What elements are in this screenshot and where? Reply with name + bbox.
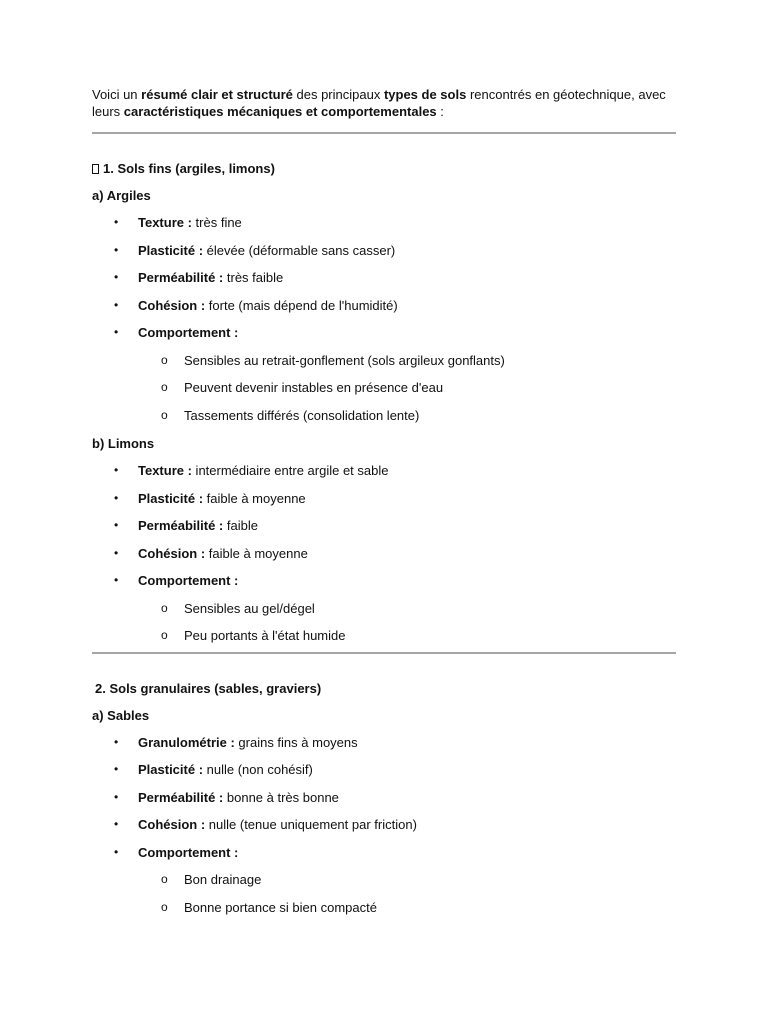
bullet-icon: • <box>114 463 119 477</box>
item-label: Texture : <box>138 463 192 478</box>
item-value: faible <box>223 518 258 533</box>
circle-bullet-icon: o <box>161 628 168 642</box>
item-label: Cohésion : <box>138 297 206 313</box>
item-label: Cohésion : <box>138 817 206 832</box>
sub-item-text: Bon drainage <box>184 872 262 887</box>
intro-text-2: des principaux <box>292 87 384 102</box>
section-2-title: 2. Sols granulaires (sables, graviers) <box>95 680 322 696</box>
item-label: Perméabilité : <box>138 518 224 533</box>
bullet-icon: • <box>114 297 119 312</box>
circle-bullet-icon: o <box>161 899 168 914</box>
bullet-icon: • <box>114 573 119 587</box>
item-label: Perméabilité : <box>138 270 224 285</box>
bullet-icon: • <box>114 325 119 339</box>
item-value: forte (mais dépend de l'humidité) <box>205 297 398 313</box>
sub-list-item <box>92 595 676 623</box>
circle-bullet-icon: o <box>161 407 168 422</box>
circle-bullet-icon: o <box>161 352 168 367</box>
sub-item-text: Peu portants à l'état humide <box>184 628 346 643</box>
item-label: Plasticité : <box>138 762 204 777</box>
item-label: Comportement : <box>138 844 239 860</box>
subsection-limons-title: b) Limons <box>92 436 155 451</box>
bullet-icon: • <box>114 789 119 804</box>
item-value: nulle (tenue uniquement par friction) <box>205 817 417 832</box>
item-value: élevée (déformable sans casser) <box>203 242 396 258</box>
limons-list <box>92 457 676 595</box>
intro-bold-1: résumé clair et structuré <box>141 87 293 102</box>
bullet-icon: • <box>114 270 119 284</box>
circle-bullet-icon: o <box>161 600 168 615</box>
horizontal-rule <box>92 652 676 654</box>
bullet-icon: • <box>114 215 119 229</box>
item-value: grains fins à moyens <box>234 734 358 750</box>
list-item <box>92 319 676 347</box>
sub-item-text: Peuvent devenir instables en présence d'eau <box>184 380 444 395</box>
item-label: Comportement : <box>138 573 239 588</box>
item-value: très fine <box>191 215 242 230</box>
subsection-sables-title: a) Sables <box>92 707 150 723</box>
sub-item-text: Tassements différés (consolidation lente) <box>184 407 420 423</box>
item-value: faible à moyenne <box>203 490 306 506</box>
item-label: Granulométrie : <box>138 734 235 750</box>
bullet-icon: • <box>114 518 119 532</box>
list-item <box>92 292 676 320</box>
list-item <box>92 811 676 839</box>
sub-list-item <box>92 402 676 430</box>
list-item <box>92 485 676 513</box>
item-value: bonne à très bonne <box>223 789 339 805</box>
sub-list-item <box>92 374 676 402</box>
bullet-icon: • <box>114 545 119 560</box>
item-value: très faible <box>223 270 284 285</box>
list-item <box>92 784 676 812</box>
item-label: Plasticité : <box>138 490 204 506</box>
bullet-icon: • <box>114 734 119 749</box>
intro-bold-3: caractéristiques mécaniques et comportementales <box>123 104 437 119</box>
sables-sublist <box>92 866 676 921</box>
section-1-title <box>92 160 676 177</box>
item-value: nulle (non cohésif) <box>203 762 313 777</box>
bullet-icon: • <box>114 817 119 831</box>
horizontal-rule <box>92 132 676 134</box>
subsection-argiles-title: a) Argiles <box>92 188 151 203</box>
item-label: Comportement : <box>138 325 239 340</box>
list-item <box>92 237 676 265</box>
item-value: faible à moyenne <box>205 545 308 561</box>
sub-list-item <box>92 894 676 922</box>
document-page <box>92 86 676 921</box>
bullet-icon: • <box>114 490 119 505</box>
sub-list-item <box>92 347 676 375</box>
sub-list-item <box>92 866 676 894</box>
item-label: Cohésion : <box>138 545 206 561</box>
argiles-sublist <box>92 347 676 430</box>
list-item <box>92 540 676 568</box>
list-item <box>92 839 676 867</box>
limons-sublist <box>92 595 676 650</box>
item-label: Texture : <box>138 215 192 230</box>
item-label: Plasticité : <box>138 242 204 258</box>
sub-list-item <box>92 622 676 650</box>
item-value: intermédiaire entre argile et sable <box>191 463 389 478</box>
missing-glyph-icon <box>92 164 99 174</box>
circle-bullet-icon: o <box>161 872 168 886</box>
intro-text-3: rencontrés en géotechnique, avec leurs <box>92 87 666 119</box>
section-1-title-text: 1. Sols fins (argiles, limons) <box>103 161 275 176</box>
list-item <box>92 756 676 784</box>
intro-bold-2: types de sols <box>383 87 467 102</box>
bullet-icon: • <box>114 242 119 257</box>
list-item <box>92 567 676 595</box>
item-label: Perméabilité : <box>138 789 224 805</box>
list-item <box>92 512 676 540</box>
argiles-list <box>92 209 676 347</box>
intro-paragraph <box>92 86 676 120</box>
list-item <box>92 264 676 292</box>
bullet-icon: • <box>114 844 119 859</box>
circle-bullet-icon: o <box>161 380 168 394</box>
sables-list <box>92 729 676 867</box>
bullet-icon: • <box>114 762 119 776</box>
sub-item-text: Sensibles au gel/dégel <box>184 600 315 616</box>
sub-item-text: Bonne portance si bien compacté <box>184 899 377 915</box>
sub-item-text: Sensibles au retrait-gonflement (sols argileux gonflants) <box>184 352 505 368</box>
list-item <box>92 209 676 237</box>
intro-text-1: Voici un <box>92 87 142 102</box>
list-item <box>92 457 676 485</box>
list-item <box>92 729 676 757</box>
intro-text-4: : <box>436 104 444 119</box>
